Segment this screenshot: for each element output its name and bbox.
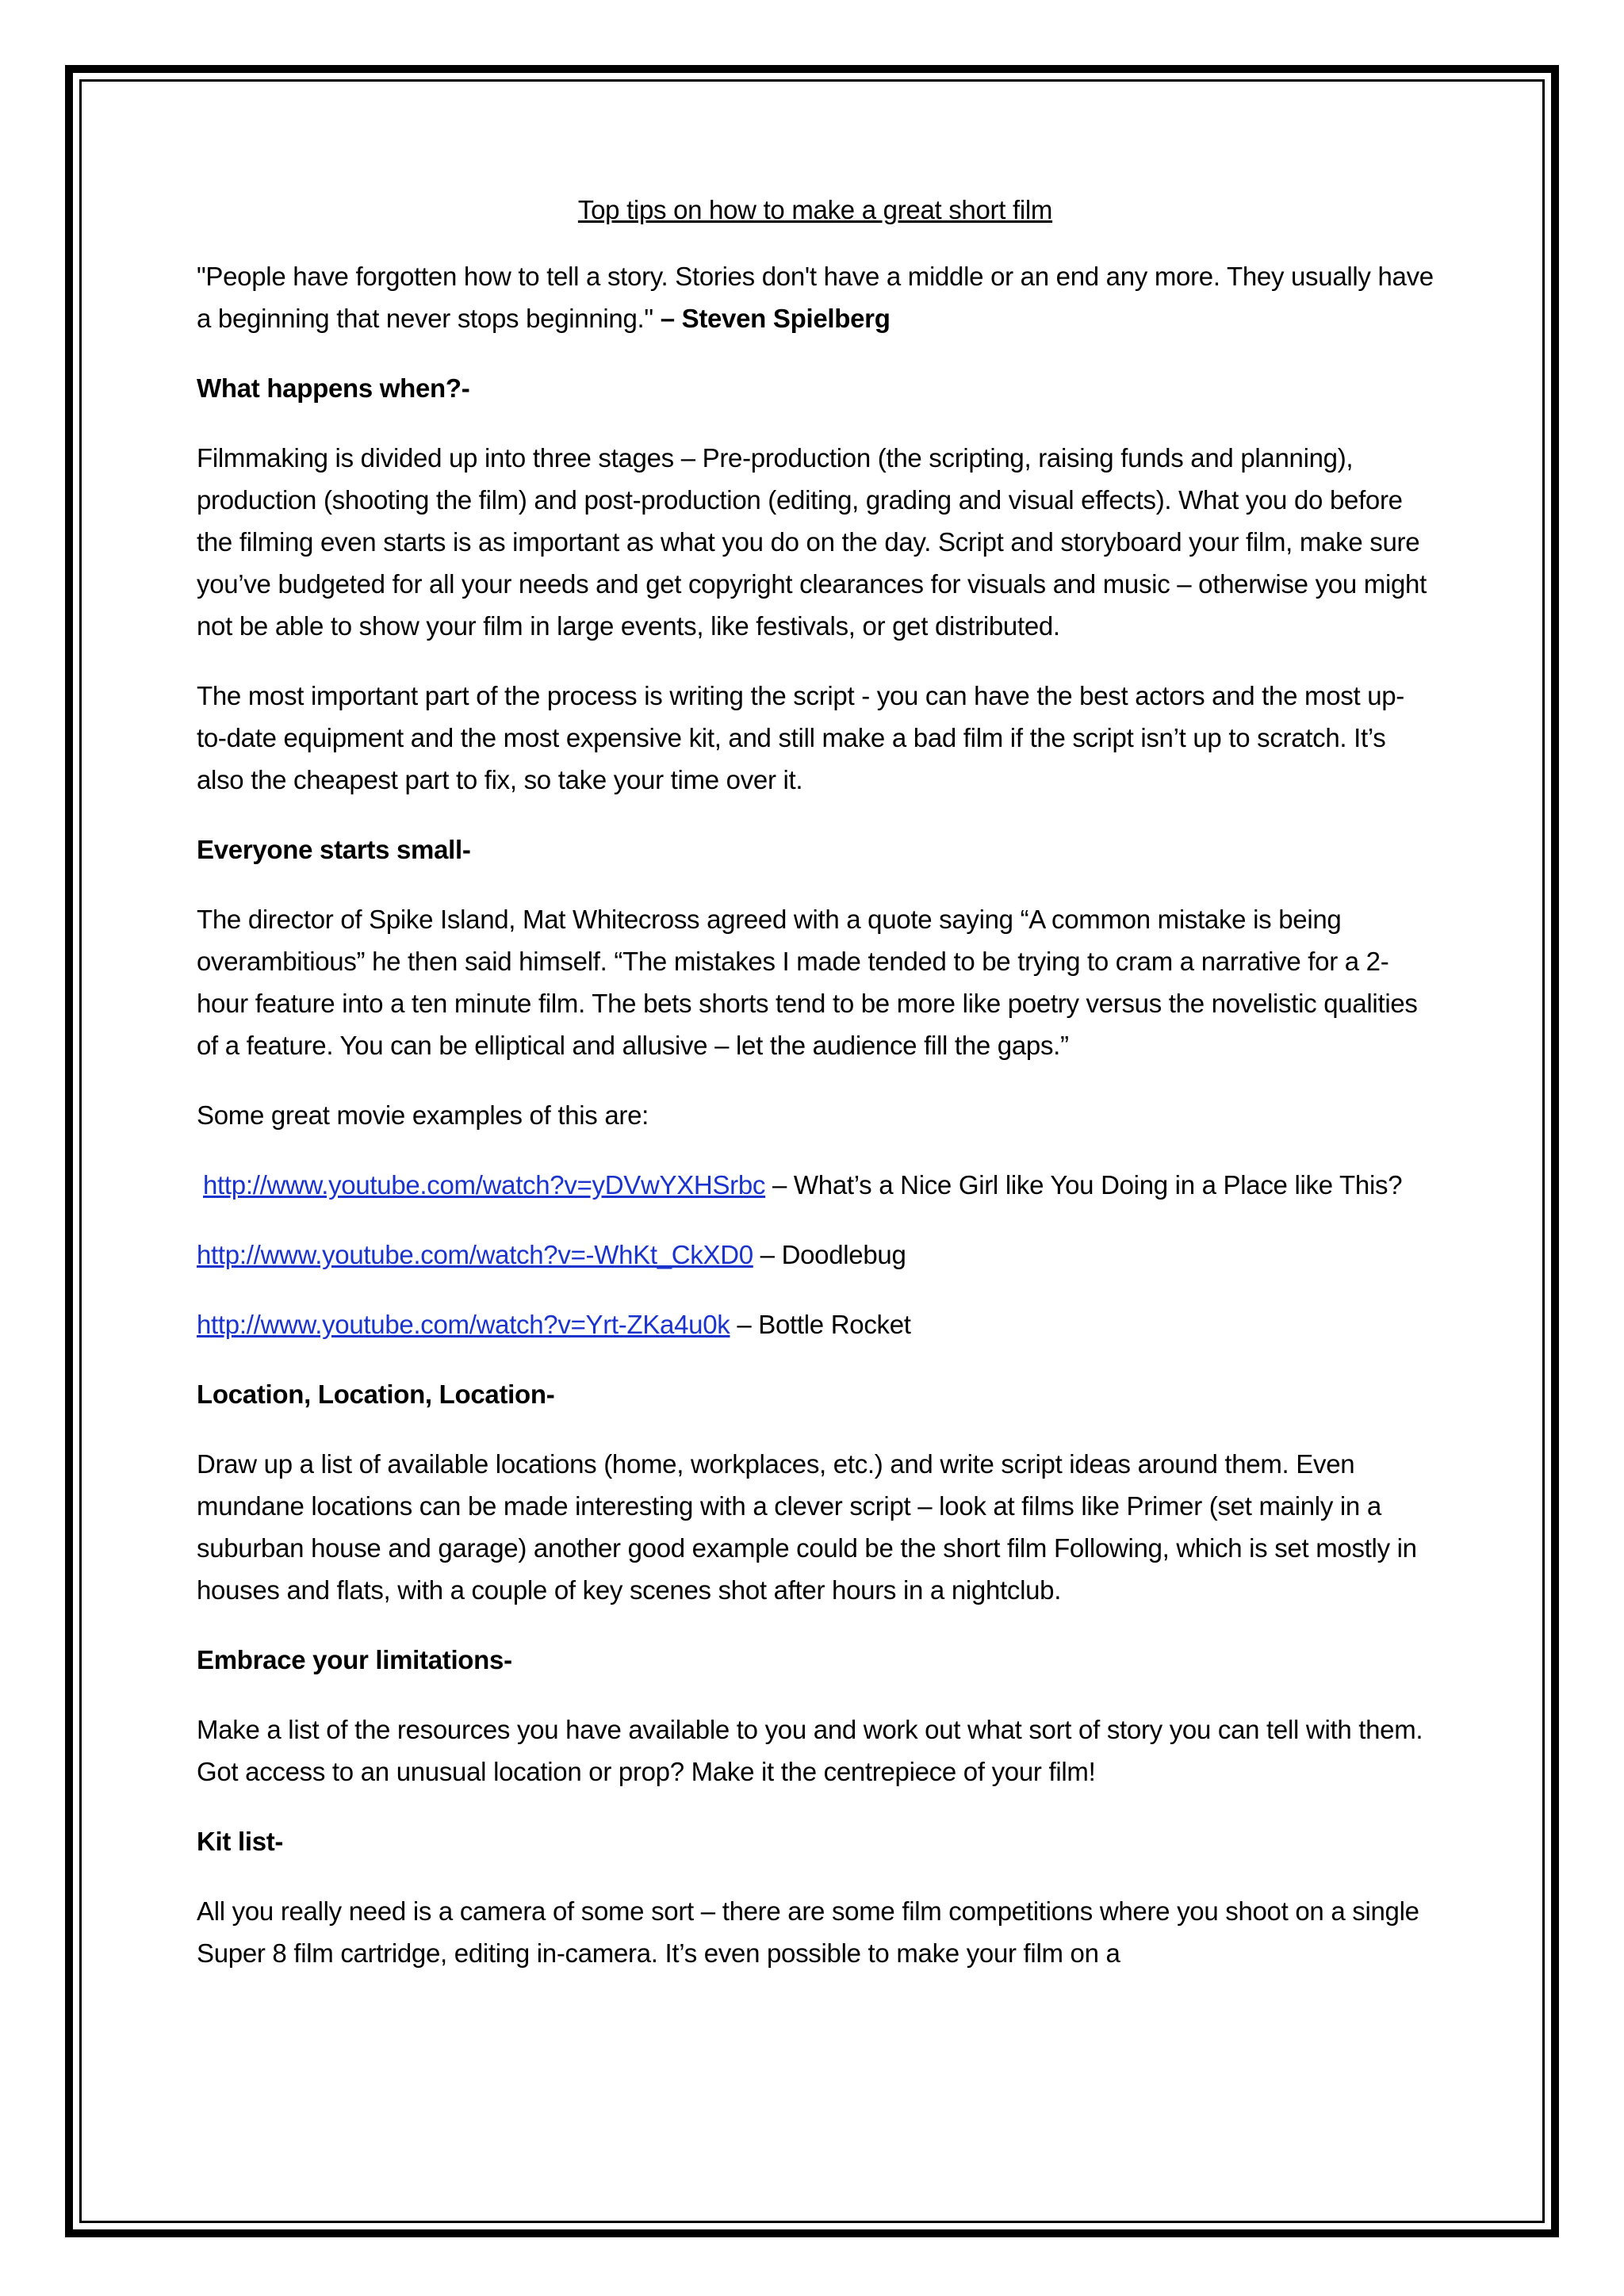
example-title: – What’s a Nice Girl like You Doing in a Place like This?	[765, 1170, 1403, 1200]
heading-location: Location, Location, Location-	[197, 1380, 555, 1409]
example-title: – Doodlebug	[753, 1240, 906, 1269]
heading-everyone-starts-small: Everyone starts small-	[197, 835, 471, 864]
youtube-link-doodlebug[interactable]: http://www.youtube.com/watch?v=-WhKt_CkXD0	[197, 1240, 753, 1269]
quote-text: "People have forgotten how to tell a story. Stories don't have a middle or an end any more. They usually have a beginning that never stops beginning."	[197, 262, 1434, 333]
example-link-line	[197, 1303, 1434, 1345]
paragraph-examples-intro: Some great movie examples of this are:	[197, 1100, 649, 1130]
heading-kit-list: Kit list-	[197, 1827, 284, 1856]
example-link-line	[197, 1164, 1434, 1206]
example-title: – Bottle Rocket	[730, 1310, 911, 1339]
paragraph-kit: All you really need is a camera of some sort – there are some film competitions where you shoot on a single Super 8 film cartridge, editing in-camera. It’s even possible to make your film on a	[197, 1896, 1419, 1968]
example-link-line	[197, 1234, 1434, 1276]
heading-limitations: Embrace your limitations-	[197, 1645, 512, 1674]
youtube-link-nice-girl[interactable]: http://www.youtube.com/watch?v=yDVwYXHSrbc	[203, 1170, 766, 1200]
document-title: Top tips on how to make a great short film	[577, 195, 1053, 224]
paragraph-locations: Draw up a list of available locations (home, workplaces, etc.) and write script ideas around them. Even mundane locations can be made interesting with a clever script – look at films like Primer (set mainly in a suburban house and garage) another good example could be the short film Following, which is set mostly in houses and flats, with a couple of key scenes shot after hours in a nightclub.	[197, 1449, 1417, 1605]
heading-what-happens-when: What happens when?-	[197, 373, 470, 403]
paragraph-whitecross: The director of Spike Island, Mat Whitecross agreed with a quote saying “A common mistake is being overambitious” he then said himself. “The mistakes I made tended to be trying to cram a narrative for a 2-hour feature into a ten minute film. The bets shorts tend to be more like poetry versus the novelistic qualities of a feature. You can be elliptical and allusive – let the audience fill the gaps.”	[197, 905, 1418, 1060]
youtube-link-bottle-rocket[interactable]: http://www.youtube.com/watch?v=Yrt-ZKa4u0k	[197, 1310, 730, 1339]
paragraph-stages: Filmmaking is divided up into three stages – Pre-production (the scripting, raising funds and planning), production (shooting the film) and post-production (editing, grading and visual effects). What you do before the filming even starts is as important as what you do on the day. Script and storyboard your film, make sure you’ve budgeted for all your needs and get copyright clearances for visuals and music – otherwise you might not be able to show your film in large events, like festivals, or get distributed.	[197, 443, 1427, 641]
spielberg-quote	[197, 255, 1434, 339]
quote-author: – Steven Spielberg	[660, 304, 891, 333]
paragraph-script: The most important part of the process is writing the script - you can have the best actors and the most up-to-date equipment and the most expensive kit, and still make a bad film if the script isn’t up to scratch. It’s also the cheapest part to fix, so take your time over it.	[197, 681, 1405, 794]
document-body	[197, 189, 1434, 2002]
paragraph-resources: Make a list of the resources you have available to you and work out what sort of story you can tell with them. Got access to an unusual location or prop? Make it the centrepiece of your film!	[197, 1715, 1423, 1786]
